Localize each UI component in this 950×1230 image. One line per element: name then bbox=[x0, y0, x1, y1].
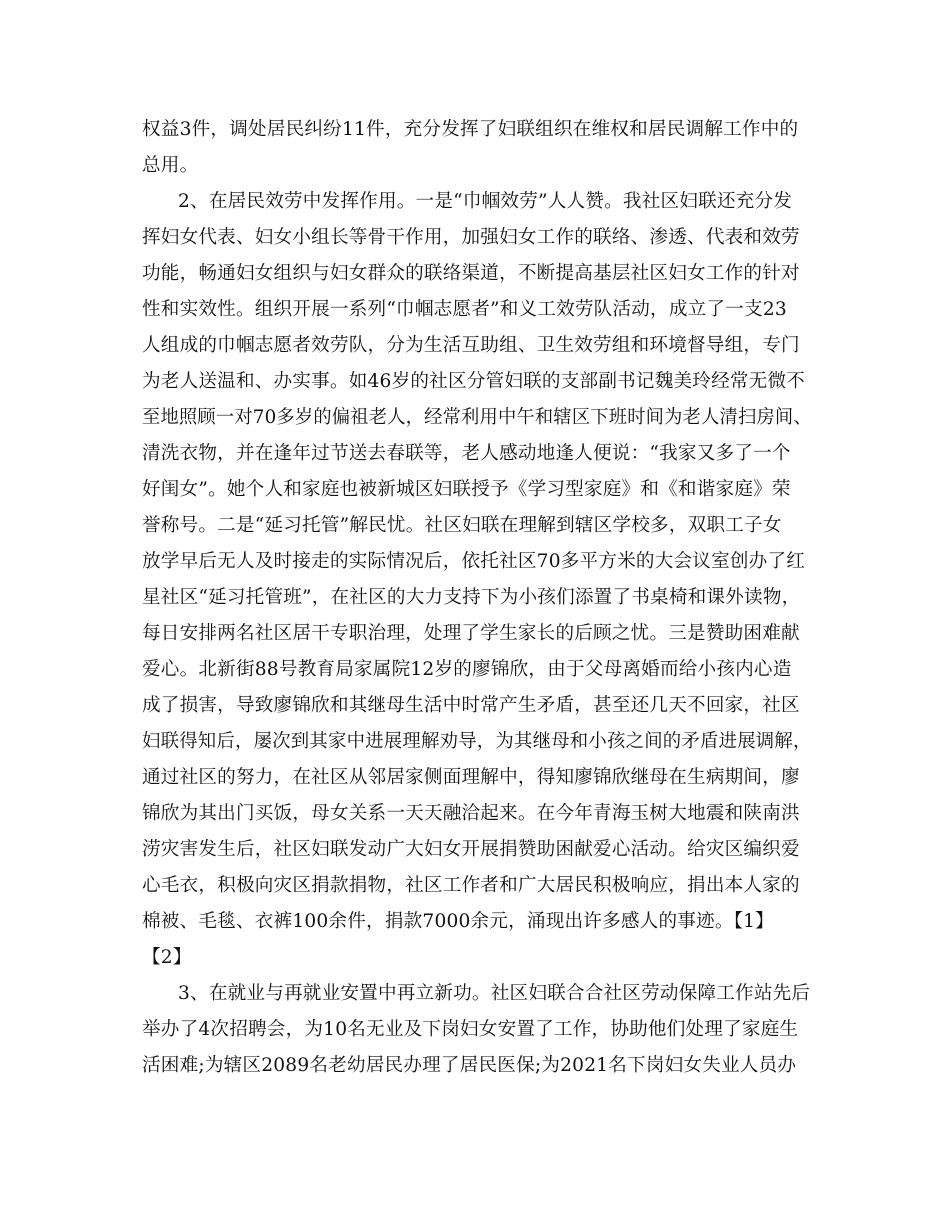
text-line: 至地照顾一对70多岁的偏祖老人，经常利用中午和辖区下班时间为老人清扫房间、 bbox=[142, 407, 812, 428]
text-line: 锦欣为其出门买饭，母女关系一天天融洽起来。在今年青海玉树大地震和陕南洪 bbox=[142, 803, 800, 824]
text-line: 通过社区的努力，在社区从邻居家侧面理解中，得知廖锦欣继母在生病期间，廖 bbox=[142, 767, 800, 788]
text-line: 妇联得知后，屡次到其家中进展理解劝导，为其继母和小孩之间的矛盾进展调解， bbox=[142, 731, 812, 752]
text-line: 棉被、毛毯、衣裤100余件，捐款7000余元，涌现出许多感人的事迹。【1】 bbox=[142, 911, 774, 932]
text-line: 功能，畅通妇女组织与妇女群众的联络渠道，不断提高基层社区妇女工作的针对 bbox=[142, 263, 800, 284]
text-line: 为老人送温和、办实事。如46岁的社区分管妇联的支部副书记魏美玲经常无微不 bbox=[142, 371, 806, 392]
text-line: 人组成的巾帼志愿者效劳队，分为生活互助组、卫生效劳组和环境督导组，专门 bbox=[142, 335, 800, 356]
text-line: 涝灾害发生后，社区妇联发动广大妇女开展捐赞助困献爱心活动。给灾区编织爱 bbox=[142, 839, 800, 860]
text-line: 好闺女”。她个人和家庭也被新城区妇联授予《学习型家庭》和《和谐家庭》荣 bbox=[142, 479, 791, 500]
text-line: 放学早后无人及时接走的实际情况后，依托社区70多平方米的大会议室创办了红 bbox=[142, 551, 806, 572]
text-line: 成了损害，导致廖锦欣和其继母生活中时常产生矛盾，甚至还几天不回家，社区 bbox=[142, 695, 800, 716]
text-line: 【2】 bbox=[142, 947, 192, 968]
text-line: 总用。 bbox=[142, 155, 199, 176]
text-line: 举办了4次招聘会，为10名无业及下岗妇女安置了工作，协助他们处理了家庭生 bbox=[142, 1019, 799, 1040]
text-line: 每日安排两名社区居干专职治理，处理了学生家长的后顾之忧。三是赞助困难献 bbox=[142, 623, 800, 644]
text-line: 权益3件，调处居民纠纷11件，充分发挥了妇联组织在维权和居民调解工作中的 bbox=[142, 119, 799, 140]
text-line: 2、在居民效劳中发挥作用。一是“巾帼效劳”人人赞。我社区妇联还充分发 bbox=[178, 191, 793, 212]
text-line: 誉称号。二是“延习托管”解民忧。社区妇联在理解到辖区学校多，双职工子女 bbox=[142, 515, 782, 536]
text-line: 活困难;为辖区2089名老幼居民办理了居民医保;为2021名下岗妇女失业人员办 bbox=[142, 1055, 797, 1076]
text-line: 性和实效性。组织开展一系列“巾帼志愿者”和义工效劳队活动，成立了一支23 bbox=[142, 299, 787, 320]
text-line: 爱心。北新街88号教育局家属院12岁的廖锦欣，由于父母离婚而给小孩内心造 bbox=[142, 659, 792, 680]
text-line: 清洗衣物，并在逢年过节送去春联等，老人感动地逢人便说：“我家又多了一个 bbox=[142, 443, 791, 464]
text-line: 心毛衣，积极向灾区捐款捐物，社区工作者和广大居民积极响应，捐出本人家的 bbox=[142, 875, 800, 896]
text-line: 星社区“延习托管班”，在社区的大力支持下为小孩们添置了书桌椅和课外读物， bbox=[142, 587, 801, 608]
text-line: 挥妇女代表、妇女小组长等骨干作用，加强妇女工作的联络、渗透、代表和效劳 bbox=[142, 227, 800, 248]
text-line: 3、在就业与再就业安置中再立新功。社区妇联合合社区劳动保障工作站先后 bbox=[178, 983, 811, 1004]
